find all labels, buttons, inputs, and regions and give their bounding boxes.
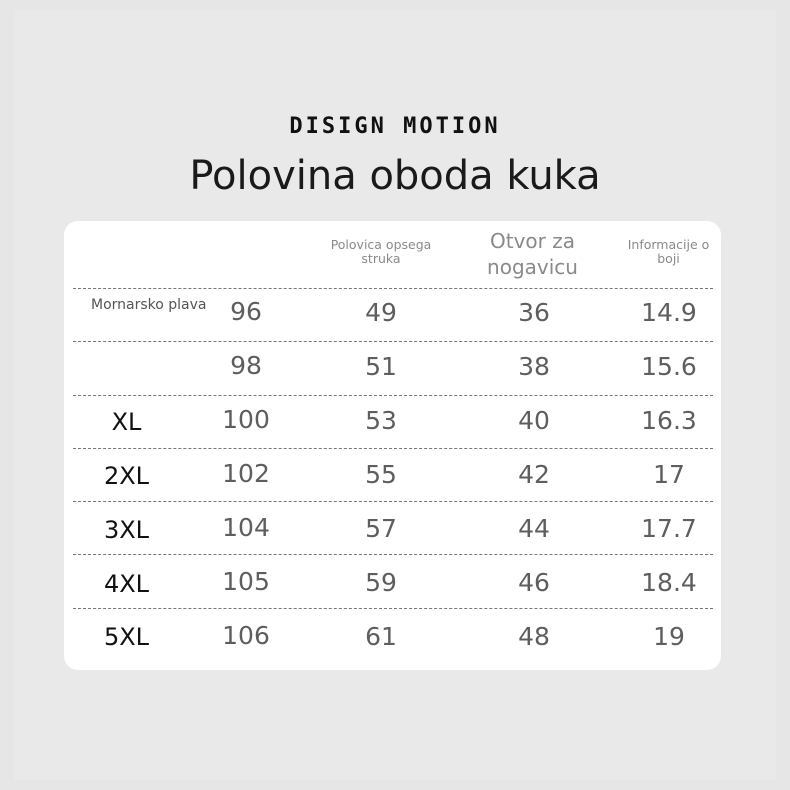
table-cell-info: 14.9 (641, 298, 697, 327)
table-cell-info: 19 (653, 622, 685, 651)
table-cell-leg: 46 (518, 568, 550, 597)
table-cell-waist: 49 (365, 298, 397, 327)
table-cell-waist: 55 (365, 460, 397, 489)
table-cell-waist: 53 (365, 406, 397, 435)
row-divider (73, 554, 713, 555)
table-cell-info: 18.4 (641, 568, 697, 597)
size-table (64, 221, 721, 670)
table-cell-leg: 48 (518, 622, 550, 651)
table-cell-size: 5XL (103, 623, 150, 651)
table-cell-info: 16.3 (641, 406, 697, 435)
table-cell-hip: 96 (230, 297, 262, 326)
table-cell-hip: 105 (222, 567, 270, 596)
table-cell-info: 17.7 (641, 514, 697, 543)
table-cell-waist: 61 (365, 622, 397, 651)
row-divider (73, 341, 713, 342)
table-cell-waist: 59 (365, 568, 397, 597)
table-cell-leg: 40 (518, 406, 550, 435)
table-cell-size: 4XL (103, 570, 150, 598)
table-cell-hip: 102 (222, 459, 270, 488)
table-cell-hip: 104 (222, 513, 270, 542)
table-cell-leg: 38 (518, 352, 550, 381)
table-cell-info: 17 (653, 460, 685, 489)
table-cell-hip: 106 (222, 621, 270, 650)
table-cell-leg: 36 (518, 298, 550, 327)
table-cell-hip: 98 (230, 351, 262, 380)
table-cell-size: 2XL (103, 462, 150, 490)
row-divider (73, 288, 713, 289)
table-cell-hip: 100 (222, 405, 270, 434)
row-divider (73, 448, 713, 449)
table-cell-waist: 51 (365, 352, 397, 381)
table-cell-info: 15.6 (641, 352, 697, 381)
row-divider (73, 501, 713, 502)
header-waist: Polovica opsega struka (330, 237, 432, 266)
brand-logo-text: DISIGN MOTION (289, 114, 501, 139)
row-divider (73, 608, 713, 609)
header-leg-opening: Otvor za nogavicu (487, 229, 578, 279)
table-cell-waist: 57 (365, 514, 397, 543)
page-title: Polovina oboda kuka (189, 153, 601, 199)
header-color-info: Informacije o boji (627, 237, 710, 266)
table-cell-size: XL (111, 408, 142, 436)
row-divider (73, 395, 713, 396)
table-cell-size: 3XL (103, 516, 150, 544)
color-label: Mornarsko plava (91, 297, 207, 313)
table-cell-leg: 42 (518, 460, 550, 489)
table-cell-leg: 44 (518, 514, 550, 543)
